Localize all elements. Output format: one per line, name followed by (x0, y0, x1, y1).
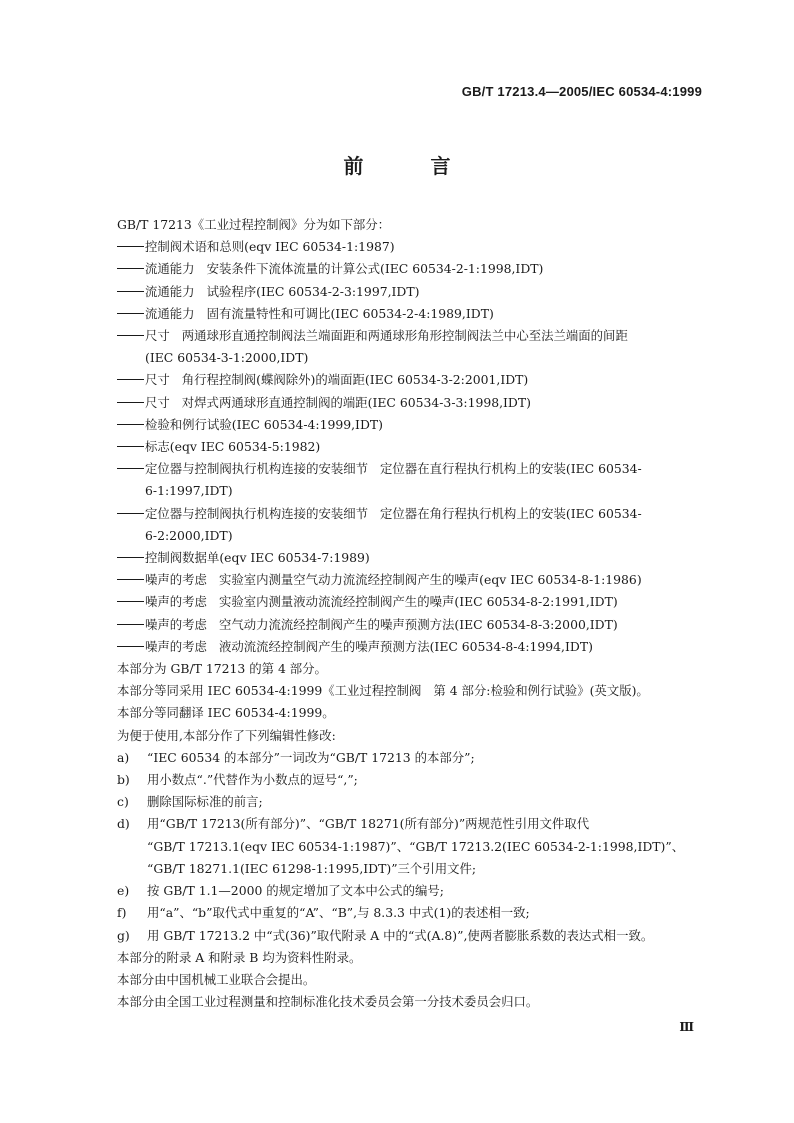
part-list-item: 定位器与控制阀执行机构连接的安装细节 定位器在角行程执行机构上的安装(IEC 60534- (117, 503, 707, 525)
foreword-body (117, 214, 707, 1013)
part-list-item: 控制阀数据单(eqv IEC 60534-7:1989) (117, 547, 707, 569)
edit-item-continuation: “GB/T 17213.1(eqv IEC 60534-1:1987)”、“GB/T 17213.2(IEC 60534-2-1:1998,IDT)”、 (147, 838, 685, 854)
edit-item: e) 按 GB/T 1.1—2000 的规定增加了文本中公式的编号; (117, 883, 444, 899)
closing-proposer: 本部分由中国机械工业联合会提出。 (117, 971, 316, 987)
part-list-item-continuation: 6-2:2000,IDT) (145, 527, 233, 543)
part-list-item: 噪声的考虑 空气动力流流经控制阀产生的噪声预测方法(IEC 60534-8-3:2000,IDT) (117, 614, 707, 636)
statement-edits-intro: 为便于使用,本部分作了下列编辑性修改: (117, 727, 336, 743)
part-list-item: 尺寸 角行程控制阀(蝶阀除外)的端面距(IEC 60534-3-2:2001,IDT) (117, 369, 707, 391)
standard-code-header: GB/T 17213.4—2005/IEC 60534-4:1999 (461, 84, 702, 99)
closing-annex-note: 本部分的附录 A 和附录 B 均为资料性附录。 (117, 949, 362, 965)
page-title: 前 言 (343, 154, 481, 178)
part-list-item: 流通能力 试验程序(IEC 60534-2-3:1997,IDT) (117, 281, 707, 303)
edit-item: g) 用 GB/T 17213.2 中“式(36)”取代附录 A 中的“式(A.8)”,使两者膨胀系数的表达式相一致。 (117, 927, 654, 943)
edit-item: d) 用“GB/T 17213(所有部分)”、“GB/T 18271(所有部分)”两规范性引用文件取代 (117, 816, 590, 832)
part-list-item: 控制阀术语和总则(eqv IEC 60534-1:1987) (117, 236, 707, 258)
part-list-item: 定位器与控制阀执行机构连接的安装细节 定位器在直行程执行机构上的安装(IEC 60534- (117, 458, 707, 480)
part-list-item: 检验和例行试验(IEC 60534-4:1999,IDT) (117, 414, 707, 436)
part-list-item: 流通能力 固有流量特性和可调比(IEC 60534-2-4:1989,IDT) (117, 303, 707, 325)
edit-item: c) 删除国际标准的前言; (117, 794, 263, 810)
part-list-item-continuation: 6-1:1997,IDT) (145, 483, 233, 499)
edit-item: f) 用“a”、“b”取代式中重复的“A”、“B”,与 8.3.3 中式(1)的表述相一致; (117, 905, 530, 921)
closing-committee: 本部分由全国工业过程测量和控制标准化技术委员会第一分技术委员会归口。 (117, 994, 539, 1010)
part-list-item: 噪声的考虑 液动流流经控制阀产生的噪声预测方法(IEC 60534-8-4:1994,IDT) (117, 636, 707, 658)
edit-item: a) “IEC 60534 的本部分”一词改为“GB/T 17213 的本部分”; (117, 749, 475, 765)
edit-item: b) 用小数点“.”代替作为小数点的逗号“,”; (117, 772, 358, 788)
intro-line: GB/T 17213《工业过程控制阀》分为如下部分： (117, 217, 391, 232)
part-list-item: 尺寸 两通球形直通控制阀法兰端面距和两通球形角形控制阀法兰中心至法兰端面的间距 (117, 325, 707, 347)
statement-translation: 本部分等同翻译 IEC 60534-4:1999。 (117, 705, 335, 721)
statement-part-number: 本部分为 GB/T 17213 的第 4 部分。 (117, 661, 327, 677)
part-list-item-continuation: (IEC 60534-3-1:2000,IDT) (145, 350, 309, 366)
part-list-item: 噪声的考虑 实验室内测量空气动力流流经控制阀产生的噪声(eqv IEC 60534-8-1:1986) (117, 569, 707, 591)
edit-item-continuation: “GB/T 18271.1(IEC 61298-1:1995,IDT)”三个引用文件; (147, 860, 477, 876)
statement-adoption: 本部分等同采用 IEC 60534-4:1999《工业过程控制阀 第 4 部分:检验和例行试验》(英文版)。 (117, 683, 649, 699)
page-number: Ⅲ (679, 1020, 694, 1034)
part-list-item: 尺寸 对焊式两通球形直通控制阀的端距(IEC 60534-3-3:1998,IDT) (117, 392, 707, 414)
part-list-item: 流通能力 安装条件下流体流量的计算公式(IEC 60534-2-1:1998,IDT) (117, 258, 707, 280)
part-list-item: 标志(eqv IEC 60534-5:1982) (117, 436, 707, 458)
part-list-item: 噪声的考虑 实验室内测量液动流流经控制阀产生的噪声(IEC 60534-8-2:1991,IDT) (117, 591, 707, 613)
